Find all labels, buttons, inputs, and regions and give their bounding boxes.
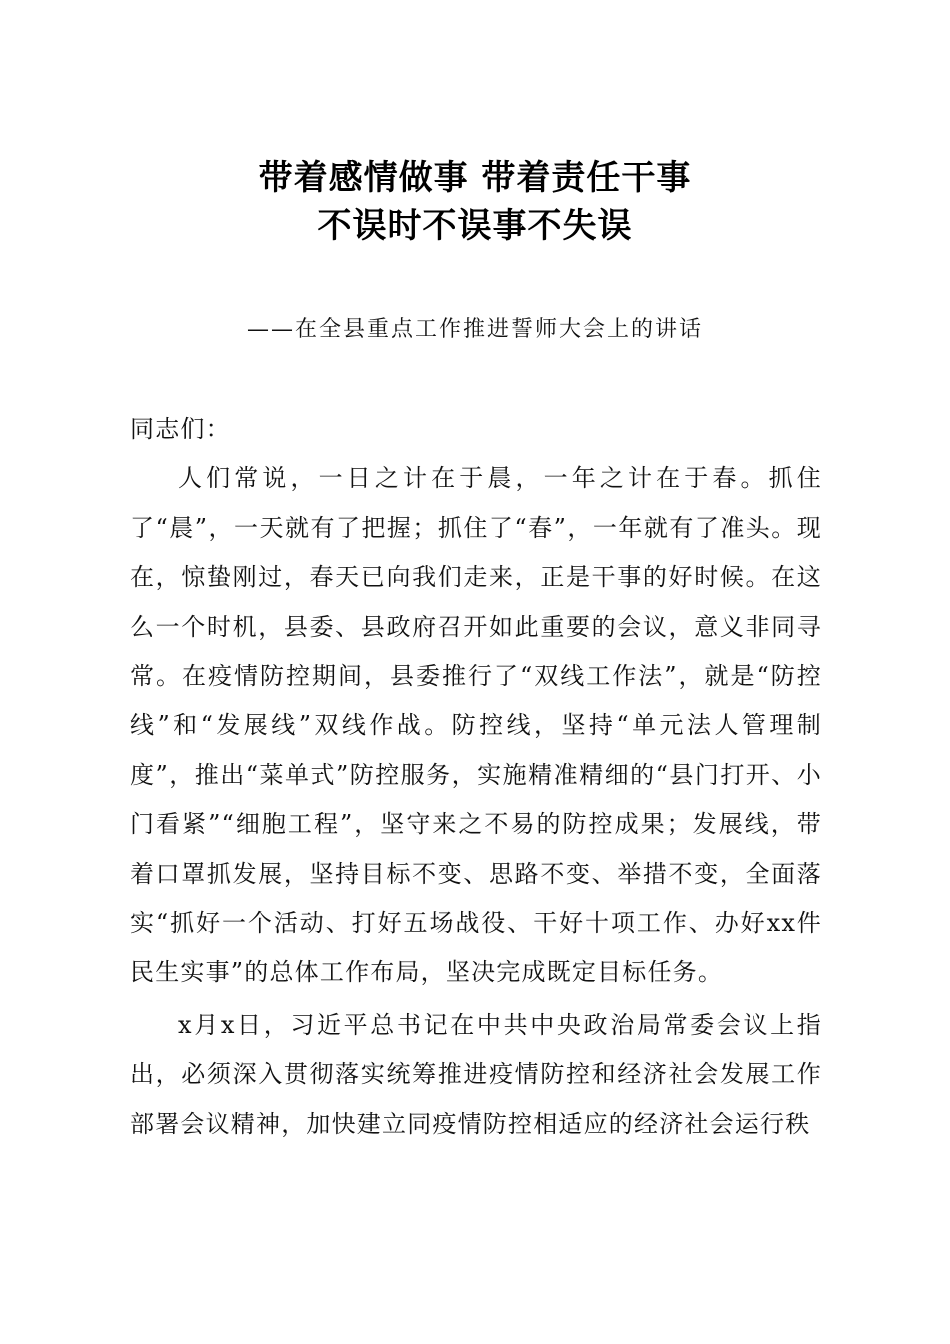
paragraph: x月x日，习近平总书记在中共中央政治局常委会议上指出，必须深入贯彻落实统筹推进疫情防控和经济社会发展工作部署会议精神，加快建立同疫情防控相适应的经济社会运行秩 (130, 1010, 822, 1138)
document-body (130, 405, 822, 1149)
subtitle: ——在全县重点工作推进誓师大会上的讲话 (246, 317, 703, 342)
title-line-1: 带着感情做事 带着责任干事 (258, 158, 692, 198)
title-line-2: 不误时不误事不失误 (317, 206, 633, 246)
salutation: 同志们： (130, 415, 231, 443)
paragraph: 人们常说，一日之计在于晨，一年之计在于春。抓住了“晨”，一天就有了把握；抓住了“春”，一年就有了准头。现在，惊蛰刚过，春天已向我们走来，正是干事的好时候。在这么一个时机，县委、县政府召开如此重要的会议，意义非同寻常。在疫情防控期间，县委推行了“双线工作法”，就是“防控线”和“发展线”双线作战。防控线，坚持“单元法人管理制度”，推出“菜单式”防控服务，实施精准精细的“县门打开、小门看紧”“细胞工程”，坚守来之不易的防控成果；发展线，带着口罩抓发展，坚持目标不变、思路不变、举措不变，全面落实“抓好一个活动、打好五场战役、干好十项工作、办好xx件民生实事”的总体工作布局，坚决完成既定目标任务。 (130, 464, 822, 987)
